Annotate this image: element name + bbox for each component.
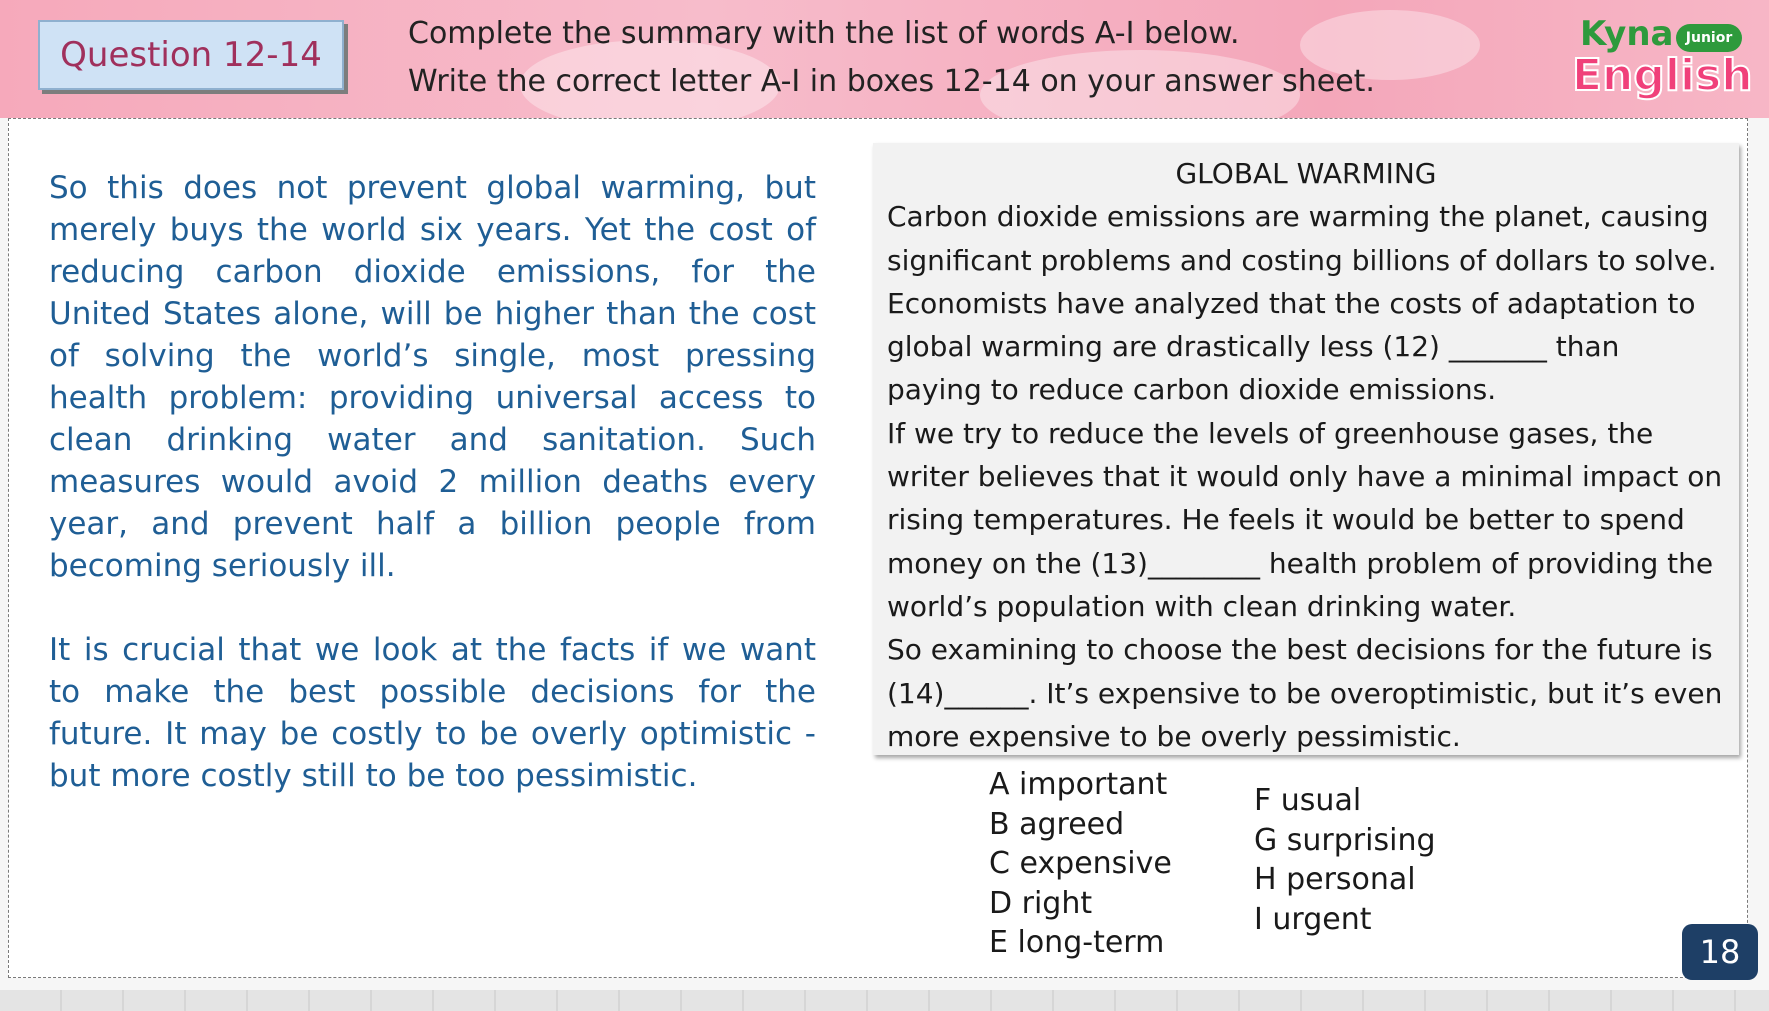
logo-junior-badge: Junior [1676, 24, 1742, 52]
summary-line: Economists have analyzed that the costs of adaptation to [887, 286, 1696, 320]
content-area [8, 118, 1748, 978]
option-i: I urgent [1254, 901, 1372, 937]
instruction-line-1: Complete the summary with the list of words A-I below. [408, 16, 1240, 51]
passage-paragraph-2: It is crucial that we look at the facts if we want to make the best possible decisions for the future. It may be costly to be overly optimistic - but more costly still to be too pessimistic. [49, 632, 816, 794]
summary-line-gap-12: global warming are drastically less (12) _______ than [887, 330, 1620, 364]
summary-line: rising temperatures. He feels it would be better to spend [887, 503, 1685, 537]
option-b: B agreed [989, 806, 1125, 842]
summary-title: GLOBAL WARMING [1175, 157, 1437, 190]
summary-line-gap-13: money on the (13)________ health problem of providing the [887, 546, 1714, 580]
summary-line: paying to reduce carbon dioxide emissions. [887, 373, 1497, 407]
option-c: C expensive [989, 846, 1172, 881]
summary-text [873, 195, 1739, 758]
summary-line: world’s population with clean drinking water. [887, 589, 1517, 623]
question-label: Question 12-14 [38, 20, 344, 90]
option-h: H personal [1254, 862, 1416, 897]
option-g: G surprising [1254, 822, 1436, 858]
summary-line: So examining to choose the best decisions for the future is [887, 633, 1713, 667]
kyna-english-logo [1568, 14, 1758, 104]
summary-line: significant problems and costing billions of dollars to solve. [887, 243, 1717, 277]
option-e: E long-term [989, 925, 1165, 960]
option-a: A important [989, 767, 1168, 802]
footer-strip [0, 990, 1769, 1011]
word-options-left [989, 765, 1172, 963]
instruction-line-2: Write the correct letter A-I in boxes 12-14 on your answer sheet. [408, 64, 1375, 99]
summary-line: Carbon dioxide emissions are warming the planet, causing [887, 200, 1709, 234]
summary-box [873, 143, 1739, 755]
page-number-badge: 18 [1682, 924, 1758, 980]
option-f: F usual [1254, 783, 1362, 818]
summary-line: more expensive to be overly pessimistic. [887, 719, 1461, 753]
summary-line-gap-14: (14)______. It’s expensive to be overoptimistic, but it’s even [887, 676, 1723, 710]
passage-paragraph-1: So this does not prevent global warming, but merely buys the world six years. Yet the cost of reducing carbon dioxide emissions, for the United States alone, will be higher than the cost of solving the world’s single, most pressing health problem: providing universal access to clean drinking water and sanitation. Such measures would avoid 2 million deaths every year, and prevent half a billion people from becoming seriously ill. [49, 170, 816, 584]
summary-line: If we try to reduce the levels of greenhouse gases, the [887, 416, 1654, 450]
option-d: D right [989, 885, 1093, 921]
summary-line: writer believes that it would only have a minimal impact on [887, 460, 1723, 494]
reading-passage [49, 167, 816, 797]
word-options-right [1254, 781, 1436, 939]
logo-english-text: English [1572, 50, 1753, 101]
logo-kyna-text: Kyna [1580, 14, 1674, 54]
